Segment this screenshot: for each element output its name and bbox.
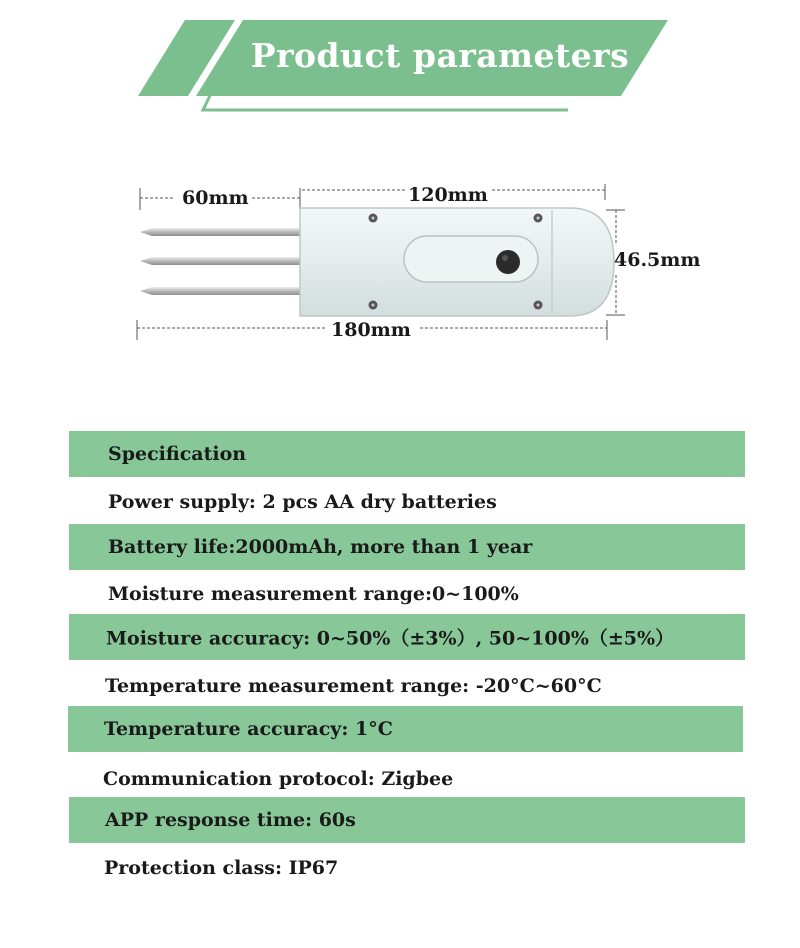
spec-row	[69, 479, 745, 525]
spec-moisture-range: Moisture measurement range:0~100%	[108, 583, 519, 605]
spec-app-response-time: APP response time: 60s	[105, 809, 356, 831]
spec-moisture-accuracy: Moisture accuracy: 0~50%（±3%）, 50~100%（±5%）	[106, 627, 675, 650]
spec-row	[69, 797, 745, 843]
total-length-label: 180mm	[331, 319, 411, 341]
spec-row	[69, 663, 745, 709]
spec-row	[68, 706, 743, 752]
height-label: 46.5mm	[614, 249, 701, 271]
spec-temperature-accuracy: Temperature accuracy: 1°C	[104, 718, 393, 740]
probe-length-label: 60mm	[182, 187, 249, 209]
spec-battery-life: Battery life:2000mAh, more than 1 year	[108, 536, 533, 558]
body-length-label: 120mm	[408, 184, 488, 206]
page-title: Product parameters	[250, 36, 630, 75]
spec-row	[69, 524, 745, 570]
header-banner	[0, 0, 800, 130]
spec-communication-protocol: Communication protocol: Zigbee	[103, 768, 454, 790]
spec-heading: Specification	[108, 443, 247, 465]
spec-power-supply: Power supply: 2 pcs AA dry batteries	[108, 491, 497, 513]
device-diagram	[0, 170, 800, 370]
spec-row	[69, 614, 745, 660]
power-button	[496, 250, 520, 274]
spec-protection-class: Protection class: IP67	[104, 857, 339, 879]
spec-row	[68, 756, 743, 802]
spec-row	[69, 571, 745, 617]
probe-pins	[140, 228, 300, 295]
spec-temperature-range: Temperature measurement range: -20°C~60°C	[105, 675, 602, 697]
spec-heading-row	[69, 431, 745, 477]
spec-row	[69, 845, 745, 891]
